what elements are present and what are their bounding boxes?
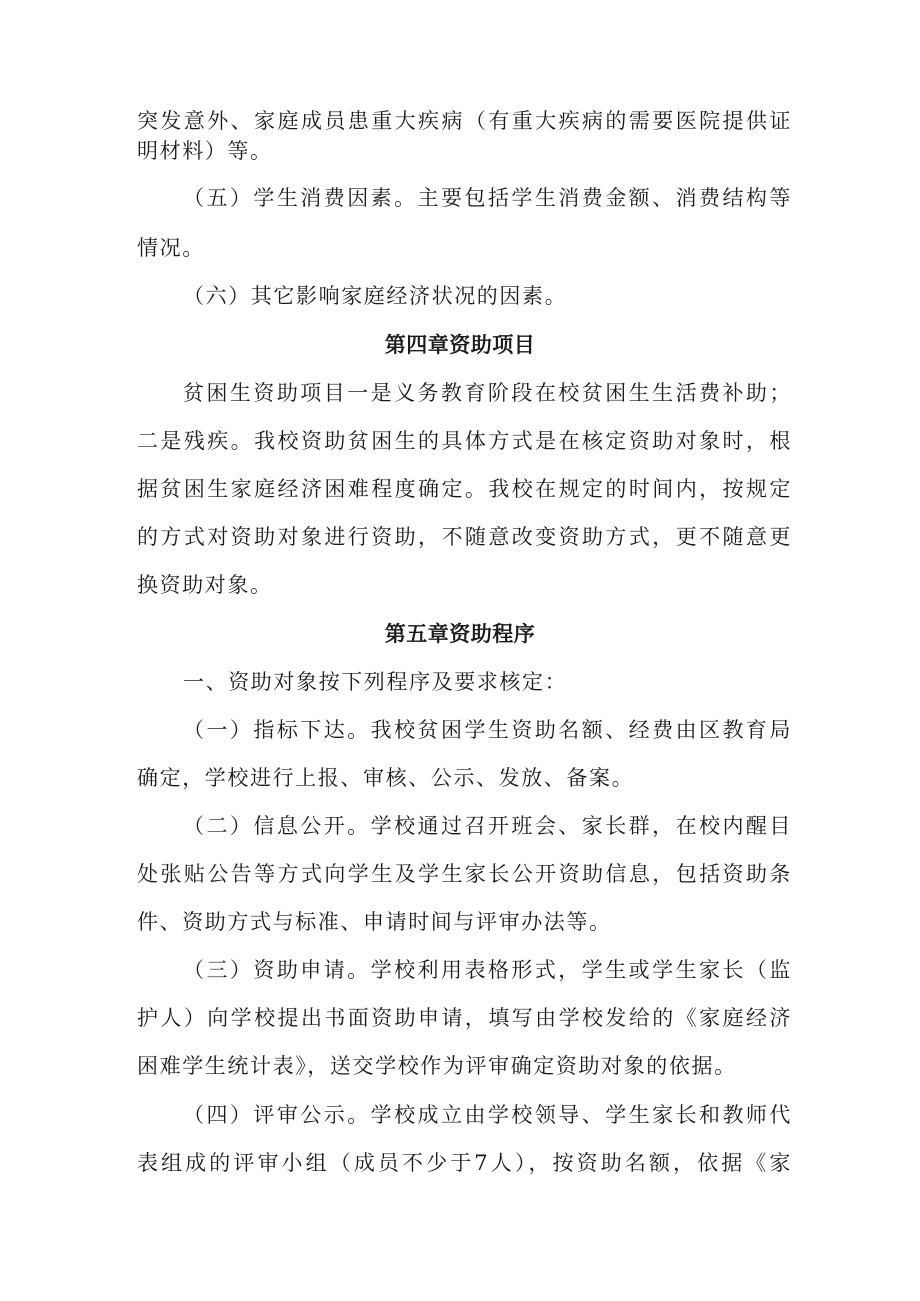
paragraph-line: 的方式对资助对象进行资助，不随意改变资助方式，更不随意更 xyxy=(137,525,792,549)
paragraph-line: 表组成的评审小组（成员不少于7人），按资助名额，依据《家 xyxy=(137,1151,792,1175)
chapter-heading: 第五章资助程序 xyxy=(384,622,536,646)
paragraph-line: 明材料）等。 xyxy=(137,139,273,163)
paragraph-line: （二）信息公开。学校通过召开班会、家长群，在校内醒目 xyxy=(183,814,792,838)
paragraph-line: 情况。 xyxy=(137,236,205,260)
paragraph-line: 一、资助对象按下列程序及要求核定： xyxy=(183,670,568,694)
paragraph-line: 护人）向学校提出书面资助申请，填写由学校发给的《家庭经济 xyxy=(137,1006,792,1030)
paragraph-line: 换资助对象。 xyxy=(137,573,273,597)
paragraph-line: 件、资助方式与标准、申请时间与评审办法等。 xyxy=(137,910,612,934)
paragraph-line: 贫困生资助项目一是义务教育阶段在校贫困生生活费补助； xyxy=(183,381,792,405)
paragraph-line: （六）其它影响家庭经济状况的因素。 xyxy=(183,284,568,308)
paragraph-line: 二是残疾。我校资助贫困生的具体方式是在核定资助对象时，根 xyxy=(137,429,792,453)
paragraph-line: （三）资助申请。学校利用表格形式，学生或学生家长（监 xyxy=(183,958,792,982)
paragraph-line: 处张贴公告等方式向学生及学生家长公开资助信息，包括资助条 xyxy=(137,862,792,886)
paragraph-line: 确定，学校进行上报、审核、公示、发放、备案。 xyxy=(137,766,635,790)
paragraph-line: （一）指标下达。我校贫困学生资助名额、经费由区教育局 xyxy=(183,718,792,742)
paragraph-line: （四）评审公示。学校成立由学校领导、学生家长和教师代 xyxy=(183,1103,792,1127)
paragraph-line: 突发意外、家庭成员患重大疾病（有重大疾病的需要医院提供证 xyxy=(137,109,792,133)
paragraph-line: 据贫困生家庭经济困难程度确定。我校在规定的时间内，按规定 xyxy=(137,477,792,501)
paragraph-line: 困难学生统计表》，送交学校作为评审确定资助对象的依据。 xyxy=(137,1054,737,1078)
chapter-heading: 第四章资助项目 xyxy=(384,333,536,357)
paragraph-line: （五）学生消费因素。主要包括学生消费金额、消费结构等 xyxy=(183,186,792,210)
